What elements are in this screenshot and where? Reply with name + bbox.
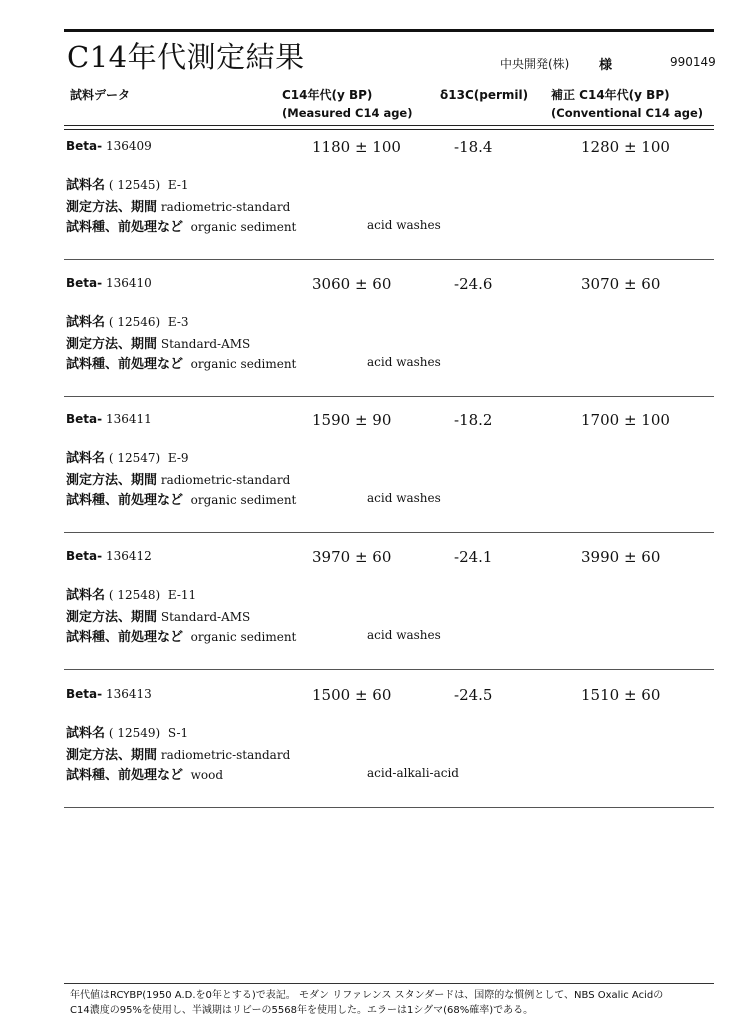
beta-label: Beta- [66,276,103,290]
method-row [66,469,290,488]
measured-age: 3060 ± 60 [312,275,392,293]
measured-age: 1590 ± 90 [312,411,392,429]
method-value: Standard-AMS [160,610,251,624]
sample-name-label: 試料名 [66,588,106,603]
material-row [66,764,223,783]
sample-id: ( 12546) [108,315,161,329]
method-value: radiometric-standard [160,748,291,762]
treatment-value: acid washes [367,218,441,232]
header-measured-line1: C14年代(y BP) [282,88,373,102]
method-row [66,196,290,215]
beta-number: 136410 [105,276,152,290]
material-value: organic sediment [190,220,297,234]
sample-id: ( 12545) [108,178,161,192]
header-conventional-line1: 補正 C14年代(y BP) [551,88,670,102]
record-separator [64,807,714,808]
record-separator [64,669,714,670]
d13c-value: -18.4 [454,138,493,156]
sample-name-row [66,447,189,466]
treatment-value: acid washes [367,491,441,505]
header-sample-data: 試料データ [70,88,131,102]
material-label: 試料種、前処理など [66,220,184,235]
beta-label: Beta- [66,687,103,701]
sample-name-row [66,174,189,193]
record [64,260,714,397]
measured-age: 1180 ± 100 [312,138,401,156]
header-measured [282,86,413,122]
record [64,123,714,260]
material-row [66,489,296,508]
document-code: 990149 [670,55,716,69]
method-value: radiometric-standard [160,200,291,214]
measured-age: 3970 ± 60 [312,548,392,566]
treatment-value: acid washes [367,628,441,642]
client-name: 中央開発(株) [500,57,570,71]
beta-label: Beta- [66,412,103,426]
d13c-value: -24.1 [454,548,493,566]
sample-code: E-3 [167,315,189,329]
material-row [66,353,296,372]
beta-number: 136409 [105,139,152,153]
record [64,396,714,533]
lab-number [66,412,152,426]
beta-label: Beta- [66,139,103,153]
conventional-age: 3070 ± 60 [581,275,661,293]
lab-number [66,687,152,701]
sample-code: E-9 [167,451,189,465]
method-label: 測定方法、期間 [66,473,158,488]
sample-name-row [66,584,196,603]
header-conventional [551,86,703,122]
material-row [66,626,296,645]
header-conventional-line2: (Conventional C14 age) [551,106,703,120]
method-row [66,333,250,352]
conventional-age: 1280 ± 100 [581,138,670,156]
sample-id: ( 12547) [108,451,161,465]
material-label: 試料種、前処理など [66,357,184,372]
sample-name-row [66,311,189,330]
material-value: organic sediment [190,630,297,644]
d13c-value: -18.2 [454,411,493,429]
sample-code: S-1 [167,726,189,740]
footer-rule [64,983,714,984]
material-value: organic sediment [190,493,297,507]
material-row [66,216,296,235]
method-label: 測定方法、期間 [66,200,158,215]
lab-number [66,276,152,290]
method-row [66,606,250,625]
sample-code: E-11 [167,588,197,602]
conventional-age: 3990 ± 60 [581,548,661,566]
d13c-value: -24.5 [454,686,493,704]
page-title: C14年代測定結果 [67,40,305,74]
method-label: 測定方法、期間 [66,748,158,763]
sample-name-label: 試料名 [66,178,106,193]
footer-line-2: C14濃度の95%を使用し、半減期はリビーの5568年を使用した。エラーは1シグマ(68%確率)である。 [70,1005,534,1016]
record [64,533,714,670]
header-d13c: δ13C(permil) [440,88,529,102]
method-row [66,744,290,763]
sample-code: E-1 [167,178,189,192]
sample-name-label: 試料名 [66,451,106,466]
beta-label: Beta- [66,549,103,563]
sample-id: ( 12548) [108,588,161,602]
beta-number: 136412 [105,549,152,563]
sample-name-row [66,722,188,741]
record [64,671,714,808]
treatment-value: acid washes [367,355,441,369]
material-label: 試料種、前処理など [66,493,184,508]
header-measured-line2: (Measured C14 age) [282,106,413,120]
sample-name-label: 試料名 [66,315,106,330]
method-value: radiometric-standard [160,473,291,487]
sample-name-label: 試料名 [66,726,106,741]
method-value: Standard-AMS [160,337,251,351]
material-label: 試料種、前処理など [66,630,184,645]
conventional-age: 1510 ± 60 [581,686,661,704]
material-value: wood [190,768,224,782]
conventional-age: 1700 ± 100 [581,411,670,429]
sample-id: ( 12549) [108,726,161,740]
lab-number [66,139,152,153]
material-value: organic sediment [190,357,297,371]
material-label: 試料種、前処理など [66,768,184,783]
measured-age: 1500 ± 60 [312,686,392,704]
method-label: 測定方法、期間 [66,610,158,625]
footer-line-1: 年代値はRCYBP(1950 A.D.を0年とする)で表記。 モダン リファレンス スタンダードは、国際的な慣例として、NBS Oxalic Acidの [70,990,664,1001]
method-label: 測定方法、期間 [66,337,158,352]
beta-number: 136411 [105,412,152,426]
d13c-value: -24.6 [454,275,493,293]
lab-number [66,549,152,563]
treatment-value: acid-alkali-acid [367,766,459,780]
top-rule [64,29,714,32]
honorific: 様 [599,58,613,73]
beta-number: 136413 [105,687,152,701]
